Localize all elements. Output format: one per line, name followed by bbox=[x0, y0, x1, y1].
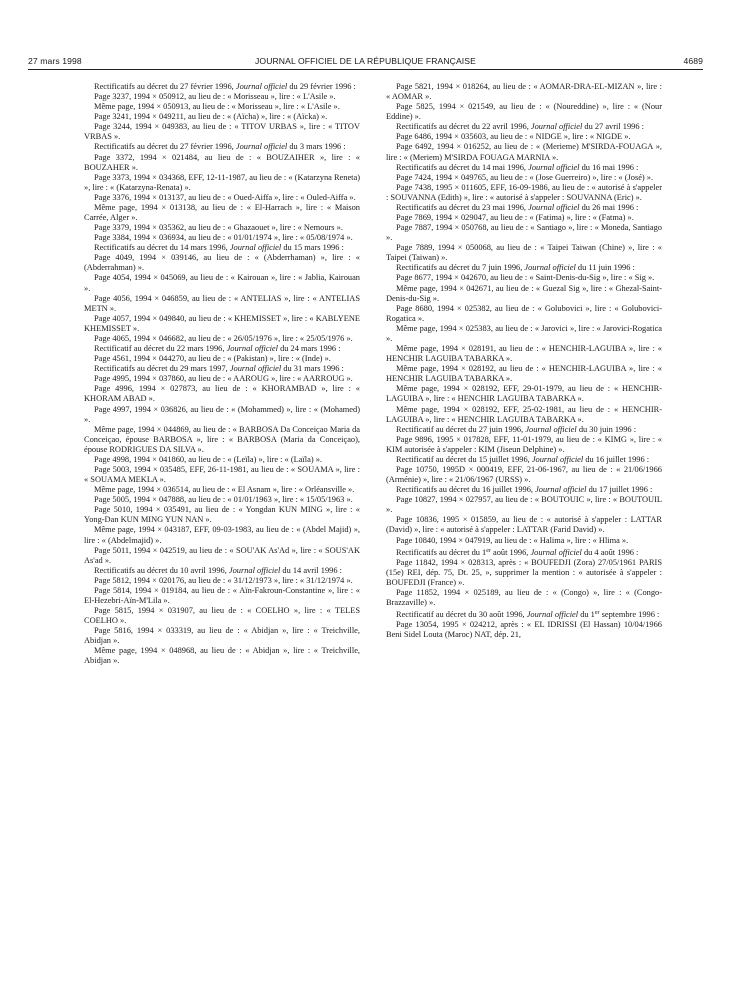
correction-entry: Page 4995, 1994 × 037860, au lieu de : « AAROUG », lire : « AARROUG ». bbox=[94, 374, 353, 384]
rectificatif-heading bbox=[84, 243, 360, 253]
ordinal-superscript: er bbox=[594, 610, 600, 617]
correction-entry: Page 5011, 1994 × 042519, au lieu de : « SOU'AK As'Ad », lire : « SOUS'AK As'ad ». bbox=[84, 545, 360, 565]
heading-text: Rectificatifs au décret du 27 février 1996, bbox=[94, 142, 236, 152]
journal-officiel-reference: Journal officiel bbox=[530, 547, 582, 557]
heading-text: Rectificatif au décret du 30 août 1996, bbox=[396, 610, 527, 620]
correction-entry: Page 3241, 1994 × 049211, au lieu de : « (Aïcha) », lire : « (Aïcka) ». bbox=[94, 112, 328, 122]
correction-entry: Page 3376, 1994 × 013137, au lieu de : « Oued-Aiffa », lire : « Ouled-Aiffa ». bbox=[94, 192, 356, 202]
correction-entry: Page 4057, 1994 × 049840, au lieu de : « KHEMISSET », lire : « KABLYENE KHEMISSET ». bbox=[84, 313, 360, 333]
correction-entry: Même page, 1994 × 013138, au lieu de : « El-Harrach », lire : « Maison Carrée, Alger ». bbox=[84, 202, 360, 223]
correction-entry: Page 5821, 1994 × 018264, au lieu de : « AOMAR-DRA-EL-MIZAN », lire : « AOMAR ». bbox=[386, 82, 662, 102]
correction-entry: Page 3244, 1994 × 049383, au lieu de : « TITOV URBAS », lire : « TITOV VRBAS ». bbox=[84, 122, 360, 142]
heading-text: Rectificatifs au décret du 14 mai 1996, bbox=[396, 162, 529, 172]
rectificatif-heading bbox=[386, 203, 662, 213]
heading-text: du 24 mars 1996 : bbox=[277, 344, 341, 354]
rectificatif-heading bbox=[386, 163, 662, 173]
correction-entry: Même page, 1994 × 048968, au lieu de : « Abidjan », lire : « Treichville, Abidjan ». bbox=[84, 646, 360, 666]
heading-text: du 3 mars 1996 : bbox=[287, 142, 346, 152]
heading-text: du 16 juillet 1996 : bbox=[583, 454, 650, 464]
correction-entry: Même page, 1994 × 028192, EFF, 29-01-1979, au lieu de : « HENCHIR-LAGUIBA », lire : « HENCHIR LAGUIBA TABARKA ». bbox=[386, 384, 662, 404]
correction-entry: Page 5825, 1994 × 021549, au lieu de : « (Noureddine) », lire : « (Nour Eddine) ». bbox=[386, 102, 662, 122]
correction-entry: Page 8680, 1994 × 025382, au lieu de : « Golubovici », lire : « Golubovici-Rogatica ». bbox=[386, 303, 662, 323]
rectificatif-heading bbox=[84, 364, 360, 374]
heading-text: août 1996, bbox=[490, 547, 531, 557]
heading-text: du 16 mai 1996 : bbox=[579, 162, 639, 172]
journal-officiel-reference: Journal officiel bbox=[524, 263, 576, 273]
correction-entry: Page 5003, 1994 × 035485, EFF, 26-11-1981, au lieu de : « SOUAMA », lire : « SOUAMA MEKLA ». bbox=[84, 464, 360, 485]
rectificatif-heading bbox=[386, 546, 662, 558]
correction-entry: Page 4056, 1994 × 046859, au lieu de : « ANTELIAS », lire : « ANTELIAS METN ». bbox=[84, 293, 360, 313]
correction-entry: Page 10836, 1995 × 015859, au lieu de : « autorisé à s'appeler : LATTAR (David) », lire : « autorisé à s'appeler : LATTAR (Farid David) ». bbox=[386, 515, 662, 535]
rectificatif-heading bbox=[386, 455, 662, 465]
correction-entry: Page 3384, 1994 × 036934, au lieu de : « 01/01/1974 », lire : « 05/08/1974 ». bbox=[94, 233, 353, 243]
heading-text: du 4 août 1996 : bbox=[581, 547, 639, 557]
correction-entry: Page 3372, 1994 × 021484, au lieu de : « BOUZAIHER », lire : « BOUZAHER ». bbox=[84, 152, 360, 172]
heading-text: Rectificatifs au décret du 7 juin 1996, bbox=[396, 263, 525, 273]
heading-text: Rectificatif au décret du 22 mars 1996, bbox=[94, 344, 227, 354]
rectificatif-heading bbox=[386, 122, 662, 132]
correction-entry: Page 5010, 1994 × 035491, au lieu de : « Yongdan KUN MING », lire : « Yong-Dan KUN MING YUN NAN ». bbox=[84, 505, 360, 525]
rectificatif-heading bbox=[386, 263, 662, 273]
correction-entry: Page 7438, 1995 × 011605, EFF, 16-09-1986, au lieu de : « autorisé à s'appeler : SOUVANNA (Edith) », lire : « autorisé à s'appeler : SOUVANNA (Eric) ». bbox=[386, 182, 662, 202]
rectificatif-heading bbox=[386, 608, 662, 620]
journal-officiel-reference: Journal officiel bbox=[235, 82, 288, 91]
journal-officiel-reference: Journal officiel bbox=[528, 162, 580, 172]
rectificatif-heading bbox=[84, 82, 360, 92]
journal-officiel-reference: Journal officiel bbox=[531, 454, 584, 464]
correction-entry: Page 9896, 1995 × 017828, EFF, 11-01-1979, au lieu de : « KIMG », lire : « KIM autorisée à s'appeler : KIM (Jiseun Delphine) ». bbox=[386, 434, 662, 454]
rectificatif-heading bbox=[84, 566, 360, 576]
heading-text: Rectificatifs au décret du 16 juillet 1996, bbox=[396, 485, 536, 495]
heading-text: Rectificatif au décret du 27 juin 1996, bbox=[396, 424, 526, 434]
correction-entry: Page 4065, 1994 × 046682, au lieu de : « 26/05/1976 », lire : « 25/05/1976 ». bbox=[94, 333, 353, 343]
correction-entry: Même page, 1994 × 025383, au lieu de : « Jarovici », lire : « Jarovici-Rogatica ». bbox=[386, 323, 662, 343]
heading-text: du 14 avril 1996 : bbox=[280, 565, 342, 575]
correction-entry: Page 3373, 1994 × 034368, EFF, 12-11-1987, au lieu de : « (Katarzyna Reneta) », lire : « (Katarzyna-Renata) ». bbox=[84, 172, 360, 192]
journal-officiel-reference: Journal officiel bbox=[525, 424, 577, 434]
heading-text: du 27 avril 1996 : bbox=[582, 122, 644, 132]
journal-officiel-reference: Journal officiel bbox=[535, 485, 587, 495]
correction-entry: Même page, 1994 × 028191, au lieu de : « HENCHIR-LAGUIBA », lire : « HENCHIR LAGUIBA TABARKA ». bbox=[386, 344, 662, 364]
header-rule bbox=[28, 69, 703, 70]
journal-officiel-reference: Journal officiel bbox=[235, 142, 288, 152]
heading-text: Rectificatifs au décret du 10 avril 1996, bbox=[94, 565, 229, 575]
right-column bbox=[386, 82, 662, 640]
correction-entry: Page 5812, 1994 × 020176, au lieu de : « 31/12/1973 », lire : « 31/12/1974 ». bbox=[94, 575, 353, 585]
correction-entry: Même page, 1994 × 043187, EFF, 09-03-1983, au lieu de : « (Abdel Majid) », lire : « (Abdelmajid) ». bbox=[84, 525, 360, 545]
journal-officiel-reference: Journal officiel bbox=[228, 565, 281, 575]
journal-officiel-reference: Journal officiel bbox=[530, 122, 583, 132]
heading-text: Rectificatifs au décret du 23 mai 1996, bbox=[396, 202, 529, 212]
journal-officiel-reference: Journal officiel bbox=[229, 243, 282, 253]
heading-text: du 29 février 1996 : bbox=[287, 82, 356, 91]
correction-entry: Même page, 1994 × 044869, au lieu de : « BARBOSA Da Conceiçao Maria da Conceiçao, épouse BARBOSA », lire : « BARBOSA (Maria da Conceiçao), épouse RODRIGUES DA SILVA ». bbox=[84, 424, 360, 454]
correction-entry: Page 4049, 1994 × 039146, au lieu de : « (Abderrhaman) », lire : « (Abderrahman) ». bbox=[84, 253, 360, 273]
journal-officiel-reference: Journal officiel bbox=[229, 364, 282, 374]
correction-entry: Page 5814, 1994 × 019184, au lieu de : « Aïn-Fakroun-Constantine », lire : « El-Hezebri-Aïn-M'Lila ». bbox=[84, 585, 360, 605]
heading-text: Rectificatif au décret du 15 juillet 1996, bbox=[396, 454, 532, 464]
correction-entry: Même page, 1994 × 050913, au lieu de : « Morisseau », lire : « L'Asile ». bbox=[94, 102, 340, 112]
rectificatif-heading bbox=[84, 344, 360, 354]
ordinal-superscript: er bbox=[486, 547, 491, 554]
correction-entry: Page 11852, 1994 × 025189, au lieu de : « (Congo) », lire : « (Congo-Brazzaville) ». bbox=[386, 587, 662, 607]
heading-text: septembre 1996 : bbox=[599, 610, 660, 620]
correction-entry: Page 10840, 1994 × 047919, au lieu de : « Halima », lire : « Hlima ». bbox=[396, 535, 629, 545]
correction-entry: Page 4996, 1994 × 027873, au lieu de : « KHORAMBAD », lire : « KHORAM ABAD ». bbox=[84, 384, 360, 404]
journal-officiel-reference: Journal officiel bbox=[526, 610, 579, 620]
correction-entry: Page 5815, 1994 × 031907, au lieu de : « COELHO », lire : « TELES COELHO ». bbox=[84, 606, 360, 626]
heading-text: Rectificatifs au décret du 14 mars 1996, bbox=[94, 243, 230, 253]
correction-entry: Même page, 1994 × 028192, EFF, 25-02-1981, au lieu de : « HENCHIR-LAGUIBA », lire : « HENCHIR LAGUIBA TABARKA ». bbox=[386, 404, 662, 424]
heading-text: du 31 mars 1996 : bbox=[281, 364, 344, 374]
correction-entry: Même page, 1994 × 036514, au lieu de : « El Asnam », lire : « Orléansville ». bbox=[94, 485, 355, 495]
correction-entry: Page 10750, 1995D × 000419, EFF, 21-06-1967, au lieu de : « 21/06/1966 (Arménie) », lire : « 21/06/1967 (URSS) ». bbox=[386, 464, 662, 485]
correction-entry: Page 4561, 1994 × 044270, au lieu de : « (Pakistan) », lire : « (Inde) ». bbox=[94, 354, 331, 364]
rectificatif-heading bbox=[386, 485, 662, 495]
rectificatif-heading bbox=[386, 425, 662, 435]
journal-officiel-reference: Journal officiel bbox=[528, 202, 580, 212]
page-header bbox=[28, 56, 703, 70]
correction-entry: Même page, 1994 × 028192, au lieu de : « HENCHIR-LAGUIBA », lire : « HENCHIR LAGUIBA TABARKA ». bbox=[386, 364, 662, 384]
header-date: 27 mars 1998 bbox=[28, 56, 82, 66]
correction-entry: Page 11842, 1994 × 028313, après : « BOUFEDJI (Zora) 27/05/1961 PARIS (15e) REI, dép. 75, Dt. 25, », supprimer la mention : « autorisée à s'appeler : BOUFEDJI (France) ». bbox=[386, 557, 662, 587]
correction-entry: Page 5005, 1994 × 047888, au lieu de : « 01/01/1963 », lire : « 15/05/1963 ». bbox=[94, 495, 353, 505]
heading-text: du 11 juin 1996 : bbox=[575, 263, 635, 273]
journal-officiel-reference: Journal officiel bbox=[226, 344, 278, 354]
header-title: JOURNAL OFFICIEL DE LA RÉPUBLIQUE FRANÇAISE bbox=[255, 56, 476, 66]
correction-entry: Page 7889, 1994 × 050068, au lieu de : « Taipei Taiwan (Chine) », lire : « Taipei (Taiwan) ». bbox=[386, 243, 662, 263]
correction-entry: Page 5816, 1994 × 033319, au lieu de : « Abidjan », lire : « Treichville, Abidjan ». bbox=[84, 626, 360, 646]
header-page-number: 4689 bbox=[683, 56, 703, 66]
correction-entry: Page 6492, 1994 × 016252, au lieu de : « (Merieme) M'SIRDA-FOUAGA », lire : « (Meriem) M'SIRDA FOUAGA MARNIA ». bbox=[386, 142, 662, 162]
heading-text: du 26 mai 1996 : bbox=[579, 202, 639, 212]
correction-entry: Page 7424, 1994 × 049765, au lieu de : « (Jose Guerreiro) », lire : « (José) ». bbox=[396, 172, 654, 182]
heading-text: du 1 bbox=[578, 610, 595, 620]
correction-entry: Page 4998, 1994 × 041860, au lieu de : « (Leïla) », lire : « (Laïla) ». bbox=[94, 454, 322, 464]
heading-text: Rectificatifs au décret du 22 avril 1996, bbox=[396, 122, 531, 132]
correction-entry: Page 6486, 1994 × 035603, au lieu de : « NIDGE », lire : « NIGDE ». bbox=[396, 132, 631, 142]
correction-entry: Page 10827, 1994 × 027957, au lieu de : « BOUTOUIC », lire : « BOUTOUIL ». bbox=[386, 495, 662, 515]
correction-entry: Page 3379, 1994 × 035362, au lieu de : « Ghazaouet », lire : « Nemours ». bbox=[94, 223, 343, 233]
correction-entry: Page 3237, 1994 × 050912, au lieu de : « Morisseau », lire : « L'Asile ». bbox=[94, 92, 336, 102]
heading-text: du 15 mars 1996 : bbox=[281, 243, 344, 253]
heading-text: Rectificatifs au décret du 1 bbox=[396, 547, 487, 557]
left-column bbox=[84, 82, 360, 667]
correction-entry: Page 4054, 1994 × 045069, au lieu de : « Kairouan », lire : « Jablia, Kairouan ». bbox=[84, 273, 360, 293]
correction-entry: Page 7887, 1994 × 050768, au lieu de : « Santiago », lire : « Moneda, Santiago ». bbox=[386, 223, 662, 243]
rectificatif-heading bbox=[84, 142, 360, 152]
correction-entry: Page 4997, 1994 × 036826, au lieu de : « (Mohammed) », lire : « (Mohamed) ». bbox=[84, 404, 360, 424]
correction-entry: Page 7869, 1994 × 029047, au lieu de : « (Fatima) », lire : « (Fatma) ». bbox=[396, 213, 634, 223]
heading-text: Rectificatifs au décret du 27 février 1996, bbox=[94, 82, 236, 91]
heading-text: du 30 juin 1996 : bbox=[576, 424, 637, 434]
correction-entry: Page 8677, 1994 × 042670, au lieu de : « Saint-Denis-du-Sig », lire : « Sig ». bbox=[396, 273, 655, 283]
correction-entry: Même page, 1994 × 042671, au lieu de : « Guezal Sig », lire : « Ghezal-Saint-Denis-du-Sig ». bbox=[386, 283, 662, 303]
heading-text: du 17 juillet 1996 : bbox=[586, 485, 653, 495]
heading-text: Rectificatifs au décret du 29 mars 1997, bbox=[94, 364, 230, 374]
correction-entry: Page 13054, 1995 × 024212, après : « EL IDRISSI (El Hassan) 10/04/1966 Beni Sidel Louta (Maroc) NAT, dép. 21, bbox=[386, 620, 662, 640]
